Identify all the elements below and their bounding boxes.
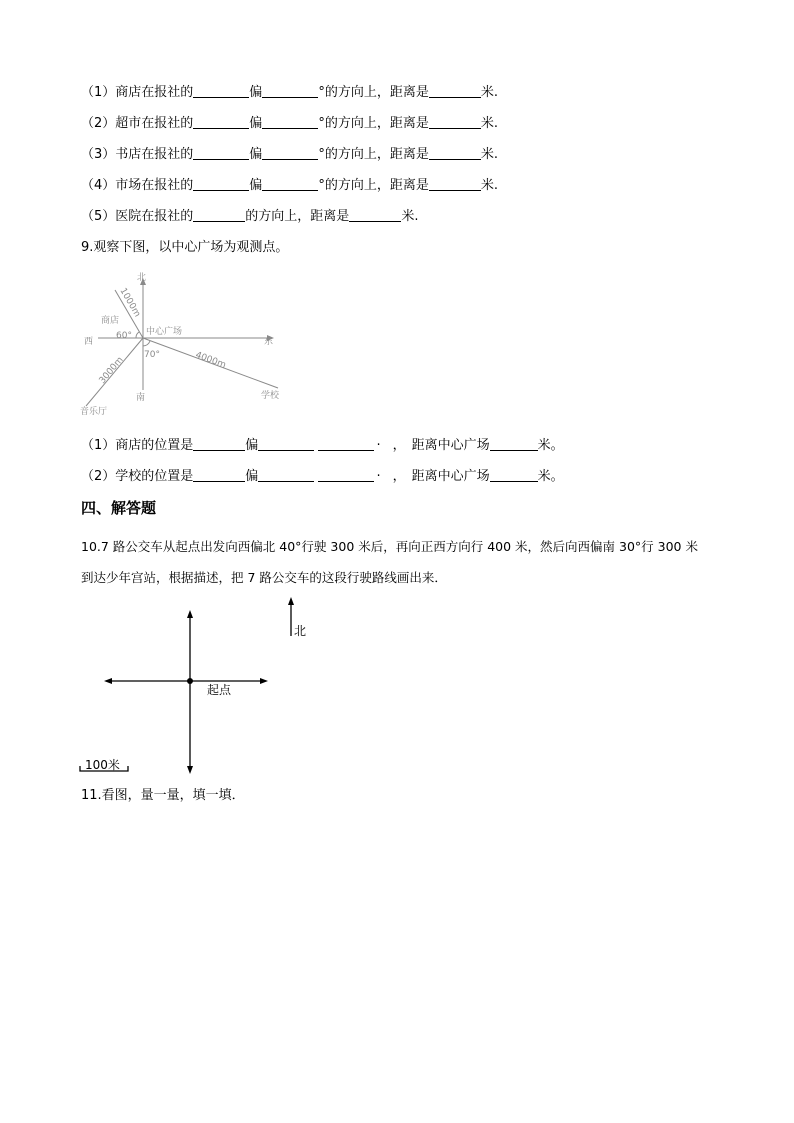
answer-blank[interactable]	[193, 436, 245, 451]
school-distance-label: 4000m	[193, 350, 228, 371]
answer-blank[interactable]	[262, 83, 318, 98]
q8-item-1: （1）商店在报社的 偏 °的方向上，距离是 米.	[81, 85, 498, 100]
school-label: 学校	[261, 391, 280, 401]
answer-blank[interactable]	[262, 176, 318, 191]
answer-blank[interactable]	[258, 436, 314, 451]
answer-blank[interactable]	[429, 114, 481, 129]
answer-blank[interactable]	[318, 436, 374, 451]
answer-blank[interactable]	[490, 436, 538, 451]
q11-stem: 11.看图，量一量，填一填．	[81, 788, 245, 803]
east-label: 东	[264, 337, 274, 347]
answer-blank[interactable]	[193, 467, 245, 482]
north-arrowhead	[288, 597, 294, 605]
answer-blank[interactable]	[490, 467, 538, 482]
shop-distance-label: 1000m	[117, 286, 142, 319]
q9-stem: 9.观察下图，以中心广场为观测点。	[81, 240, 289, 255]
hall-label: 音乐厅	[80, 407, 108, 417]
start-label: 起点	[207, 683, 232, 697]
north-label: 北	[294, 624, 307, 638]
west-label: 西	[84, 337, 94, 347]
answer-blank[interactable]	[349, 207, 401, 222]
answer-blank[interactable]	[429, 145, 481, 160]
q9-item-2: （2）学校的位置是 偏 · ， 距离中心广场 米。	[81, 469, 564, 484]
q8-item-5: （5）医院在报社的 的方向上，距离是 米.	[81, 209, 419, 224]
answer-blank[interactable]	[429, 83, 481, 98]
q8-item-3: （3）书店在报社的 偏 °的方向上，距离是 米.	[81, 147, 498, 162]
answer-blank[interactable]	[193, 83, 249, 98]
q10-stem-line-2: 到达少年宫站，根据描述，把 7 路公交车的这段行驶路线画出来．	[81, 570, 447, 585]
answer-blank[interactable]	[318, 467, 374, 482]
q10-stem-line-1: 10.7 路公交车从起点出发向西偏北 40°行驶 300 米后，再向正西方向行 400 米，然后向西偏南 30°行 300 米	[81, 539, 698, 554]
answer-blank[interactable]	[193, 207, 245, 222]
answer-blank[interactable]	[258, 467, 314, 482]
down-arrowhead	[187, 766, 193, 774]
q10-route-diagram	[76, 594, 336, 780]
q8-item-4: （4）市场在报社的 偏 °的方向上，距离是 米.	[81, 178, 498, 193]
q8-item-2: （2）超市在报社的 偏 °的方向上，距离是 米.	[81, 116, 498, 131]
section-title: 四、解答题	[81, 499, 157, 517]
hall-distance-label: 3000m	[97, 355, 126, 386]
east-arrowhead	[260, 678, 268, 684]
scale-label: 100米	[85, 758, 120, 772]
answer-blank[interactable]	[193, 145, 249, 160]
angle-arc-school	[143, 341, 150, 346]
answer-blank[interactable]	[193, 114, 249, 129]
q9-direction-diagram	[80, 268, 295, 420]
shop-angle-label: 60°	[116, 331, 132, 341]
angle-arc-shop	[136, 332, 139, 338]
center-label: 中心广场	[146, 327, 183, 337]
south-label: 南	[136, 393, 146, 403]
answer-blank[interactable]	[262, 145, 318, 160]
q9-item-1: （1）商店的位置是 偏 · ， 距离中心广场 米。	[81, 438, 564, 453]
school-angle-label: 70°	[144, 350, 160, 360]
answer-blank[interactable]	[262, 114, 318, 129]
west-arrowhead	[104, 678, 112, 684]
shop-label: 商店	[101, 316, 120, 326]
answer-blank[interactable]	[193, 176, 249, 191]
start-point	[187, 678, 193, 684]
north-label: 北	[137, 273, 147, 283]
answer-blank[interactable]	[429, 176, 481, 191]
up-arrowhead	[187, 610, 193, 618]
